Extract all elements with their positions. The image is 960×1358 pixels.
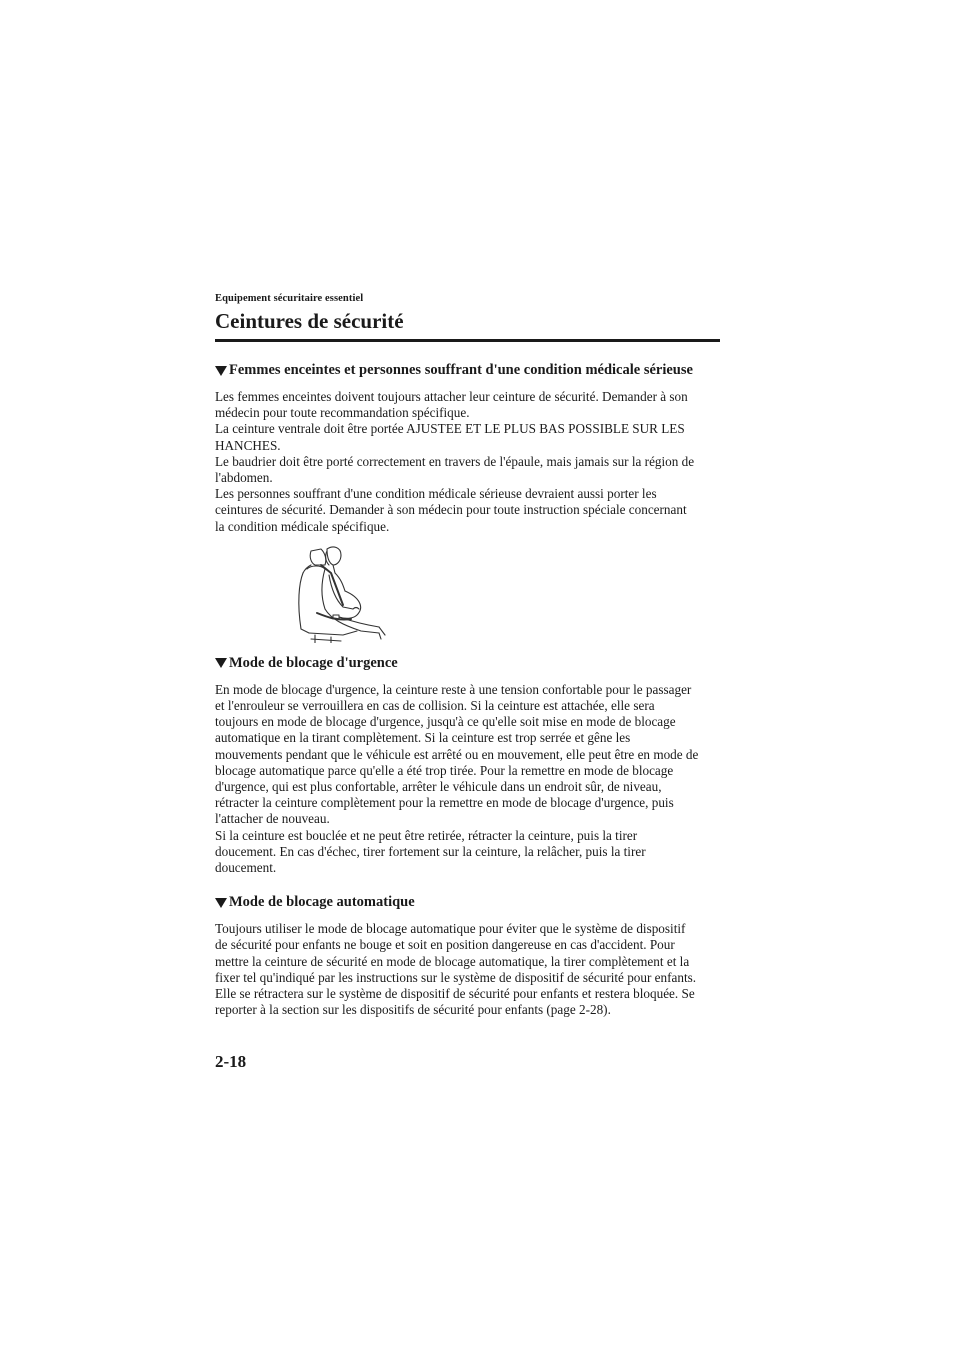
section-heading xyxy=(215,360,720,380)
section-heading xyxy=(215,653,720,673)
triangle-down-icon xyxy=(215,898,227,908)
header-divider xyxy=(215,339,720,342)
body-line: médecin pour toute recommandation spécifique. xyxy=(215,405,470,421)
body-line: La ceinture ventrale doit être portée AJUSTEE ET LE PLUS BAS POSSIBLE SUR LES xyxy=(215,421,685,437)
body-line: d'urgence, qui est plus confortable, arrêter le véhicule dans un endroit sûr, de niveau, xyxy=(215,779,662,795)
body-line: mouvements pendant que le véhicule est arrêté ou en mouvement, elle peut être en mode de xyxy=(215,746,699,762)
triangle-down-icon xyxy=(215,658,227,668)
page-header xyxy=(215,292,720,342)
page-title: Ceintures de sécurité xyxy=(215,309,404,333)
section-automatic-locking-mode xyxy=(215,892,720,1018)
body-line: rétracter la ceinture complètement pour la remettre en mode de blocage d'urgence, puis xyxy=(215,795,674,811)
page-number: 2-18 xyxy=(215,1052,247,1071)
body-line: automatique en la tirant complètement. Si la ceinture est trop serrée et gêne les xyxy=(215,730,631,746)
body-line: Le baudrier doit être porté correctement en travers de l'épaule, mais jamais sur la région de xyxy=(215,453,695,469)
section-heading-text: Mode de blocage d'urgence xyxy=(229,654,398,671)
body-line: l'abdomen. xyxy=(215,470,273,486)
body-line: doucement. xyxy=(215,860,277,876)
body-line: Les femmes enceintes doivent toujours attacher leur ceinture de sécurité. Demander à son xyxy=(215,389,688,404)
chapter-label: Equipement sécuritaire essentiel xyxy=(215,293,364,304)
body-line: fixer tel qu'indiqué par les instructions sur le système de dispositif de sécurité pour enfants. xyxy=(215,969,697,985)
pregnant-woman-seatbelt-illustration xyxy=(281,543,401,643)
page-content xyxy=(215,360,720,1018)
body-line: l'attacher de nouveau. xyxy=(215,811,330,827)
section-body xyxy=(215,921,720,1018)
section-pregnant-women xyxy=(215,360,720,643)
body-line: Si la ceinture est bouclée et ne peut être retirée, rétracter la ceinture, puis la tirer xyxy=(215,827,638,843)
triangle-down-icon xyxy=(215,366,227,376)
section-body xyxy=(215,682,720,876)
section-heading-text: Femmes enceintes et personnes souffrant d'une condition médicale sérieuse xyxy=(229,362,693,378)
body-line: toujours en mode de blocage d'urgence, jusqu'à ce qu'elle soit mise en mode de blocage xyxy=(215,714,676,730)
body-line: mettre la ceinture de sécurité en mode de blocage automatique, la tirer complètement et la xyxy=(215,953,690,969)
body-line: Elle se rétractera sur le système de dispositif de sécurité pour enfants et restera bloquée. Se xyxy=(215,986,695,1002)
body-line: reporter à la section sur les dispositifs de sécurité pour enfants (page 2-28). xyxy=(215,1002,611,1018)
body-line: En mode de blocage d'urgence, la ceinture reste à une tension confortable pour le passager xyxy=(215,681,692,697)
body-line: Toujours utiliser le mode de blocage automatique pour éviter que le système de dispositif xyxy=(215,921,686,937)
body-line: doucement. En cas d'échec, tirer fortement sur la ceinture, la relâcher, puis la tirer xyxy=(215,843,646,859)
section-body xyxy=(215,389,720,535)
section-emergency-locking-mode xyxy=(215,653,720,876)
section-heading xyxy=(215,892,720,912)
body-line: HANCHES. xyxy=(215,437,281,453)
section-heading-text: Mode de blocage automatique xyxy=(229,894,415,911)
body-line: Les personnes souffrant d'une condition médicale sérieuse devraient aussi porter les xyxy=(215,486,657,502)
body-line: la condition médicale spécifique. xyxy=(215,518,390,534)
body-line: et l'enrouleur se verrouillera en cas de collision. Si la ceinture est attachée, elle sera xyxy=(215,698,655,714)
body-line: de sécurité pour enfants ne bouge et soit en position dangereuse en cas d'accident. Pour xyxy=(215,937,675,953)
body-line: ceintures de sécurité. Demander à son médecin pour toute instruction spéciale concernant xyxy=(215,502,687,518)
body-line: blocage automatique parce qu'elle a été trop tirée. Pour la remettre en mode de blocage xyxy=(215,762,674,778)
